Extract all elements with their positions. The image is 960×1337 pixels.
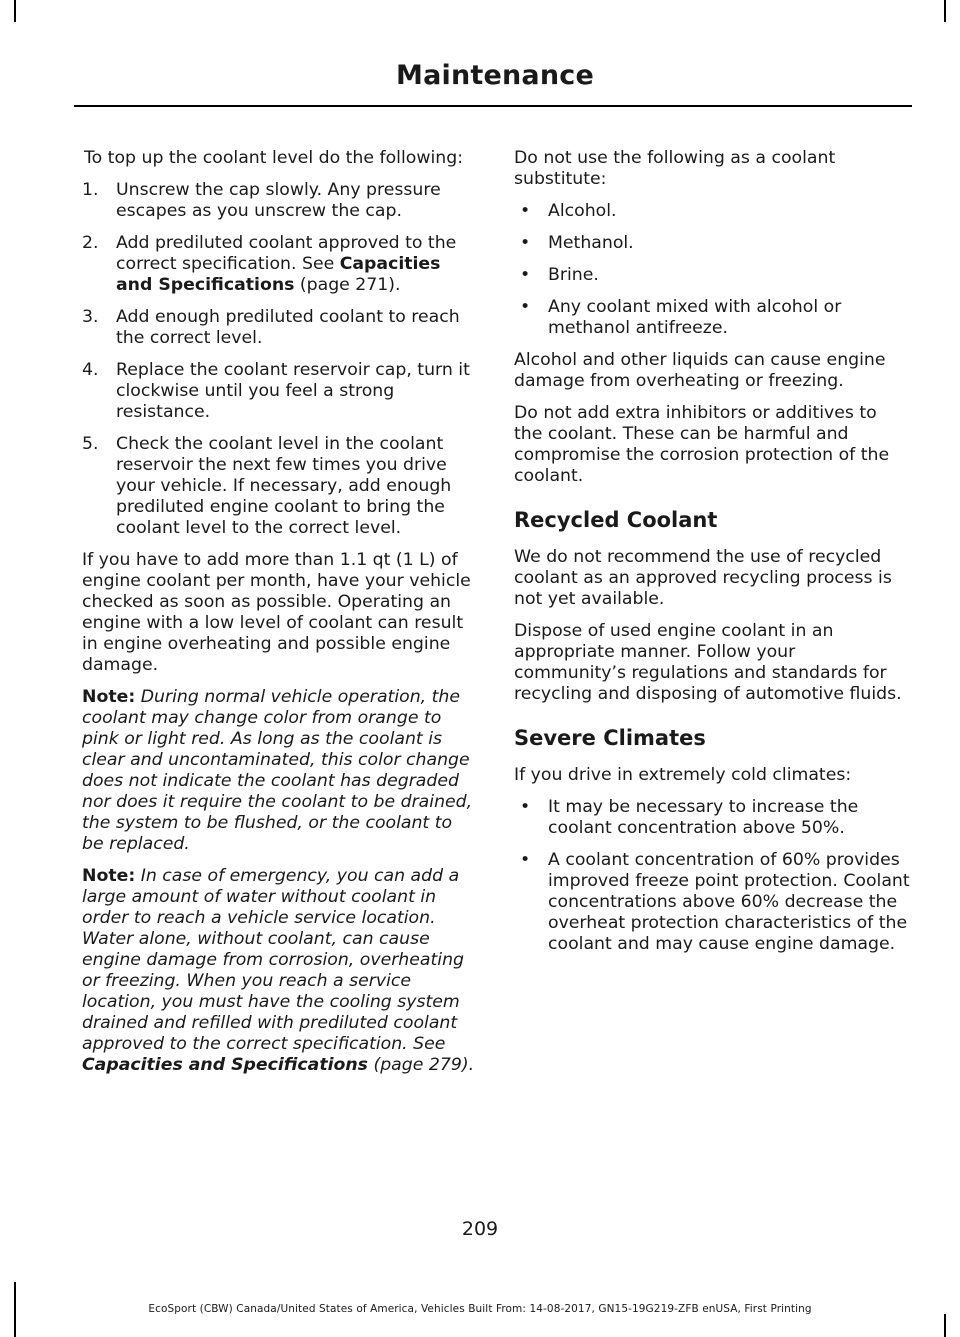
header-rule — [74, 105, 912, 107]
bullet-icon: • — [520, 201, 531, 221]
list-item — [514, 233, 910, 254]
topup-intro: To top up the coolant level do the following: — [84, 148, 464, 168]
step-text: Add enough prediluted coolant to reach the correct level. — [116, 307, 460, 348]
page-ref: (page 271). — [294, 275, 401, 295]
list-item-text: Methanol. — [548, 233, 634, 253]
note-text: In case of emergency, you can add a large amount of water without coolant in order to reach a vehicle service location. Water alone, without coolant, can cause engine damage from corrosion, overheating or freezing. When you reach a service location, you must have the cooling system drained and refilled with prediluted coolant approved to the correct specification. See — [82, 866, 464, 1054]
severe-climates-heading: Severe Climates — [514, 726, 706, 750]
recycled-paragraph: We do not recommend the use of recycled coolant as an approved recycling process is not yet available. — [514, 547, 892, 609]
list-item — [514, 850, 910, 955]
alcohol-damage-paragraph: Alcohol and other liquids can cause engine damage from overheating or freezing. — [514, 350, 886, 391]
step-number: 2. — [82, 233, 99, 253]
list-item — [82, 233, 478, 296]
step-text: Unscrew the cap slowly. Any pressure escapes as you unscrew the cap. — [116, 180, 441, 221]
left-column — [82, 148, 478, 1087]
bullet-icon: • — [520, 797, 531, 817]
coolant-consumption-paragraph: If you have to add more than 1.1 qt (1 L) of engine coolant per month, have your vehicle checked as soon as possible. Operating an engine with a low level of coolant can result in engine overheating and possible engine damage. — [82, 550, 471, 675]
recycled-coolant-heading: Recycled Coolant — [514, 508, 718, 532]
list-item-text: It may be necessary to increase the coolant concentration above 50%. — [548, 797, 859, 838]
list-item — [82, 360, 478, 423]
list-item — [514, 201, 910, 222]
list-item — [514, 797, 910, 839]
crop-mark-top-left — [14, 0, 16, 22]
list-item — [82, 307, 478, 349]
note-label: Note: — [82, 866, 136, 886]
list-item — [82, 434, 478, 539]
note-color-change — [82, 687, 478, 855]
note-emergency-water — [82, 866, 478, 1076]
severe-list — [514, 797, 910, 955]
bullet-icon: • — [520, 297, 531, 317]
list-item — [514, 265, 910, 286]
right-column — [514, 148, 910, 966]
page-title: Maintenance — [396, 60, 594, 91]
page-number: 209 — [461, 1218, 499, 1240]
note-label: Note: — [82, 687, 136, 707]
page-ref: (page 279). — [367, 1055, 475, 1075]
step-number: 3. — [82, 307, 99, 327]
note-text: During normal vehicle operation, the coolant may change color from orange to pink or light red. As long as the coolant is clear and uncontaminated, this color change does not indicate the coolant has degraded nor does it require the coolant to be drained, the system to be flushed, or the coolant to be replaced. — [82, 687, 473, 854]
substitute-intro: Do not use the following as a coolant substitute: — [514, 148, 836, 189]
crop-mark-bottom-right — [944, 1314, 946, 1337]
list-item-text: Brine. — [548, 265, 599, 285]
capacities-link[interactable]: Capacities and Specifications — [82, 1055, 368, 1075]
step-number: 1. — [82, 180, 99, 200]
list-item — [514, 297, 910, 339]
footer-text: EcoSport (CBW) Canada/United States of America, Vehicles Built From: 14-08-2017, GN15-19G219-ZFB enUSA, First Printing — [148, 1303, 812, 1315]
list-item-text: Any coolant mixed with alcohol or methanol antifreeze. — [548, 297, 842, 338]
topup-steps — [82, 180, 478, 539]
bullet-icon: • — [520, 850, 531, 870]
list-item-text: Alcohol. — [548, 201, 617, 221]
step-text: Check the coolant level in the coolant reservoir the next few times you drive your vehicle. If necessary, add enough prediluted engine coolant to bring the coolant level to the correct level. — [116, 434, 452, 538]
step-text: Replace the coolant reservoir cap, turn it clockwise until you feel a strong resistance. — [116, 360, 470, 422]
capacities-link[interactable]: Capacities and Specifications — [116, 254, 441, 295]
severe-intro: If you drive in extremely cold climates: — [514, 765, 852, 785]
bullet-icon: • — [520, 265, 531, 285]
substitute-list — [514, 201, 910, 339]
bullet-icon: • — [520, 233, 531, 253]
inhibitors-paragraph: Do not add extra inhibitors or additives to the coolant. These can be harmful and compromise the corrosion protection of the coolant. — [514, 403, 890, 486]
step-number: 5. — [82, 434, 99, 454]
dispose-paragraph: Dispose of used engine coolant in an appropriate manner. Follow your community’s regulations and standards for recycling and disposing of automotive fluids. — [514, 621, 902, 704]
list-item-text: A coolant concentration of 60% provides improved freeze point protection. Coolant concentrations above 60% decrease the overheat protection characteristics of the coolant and may cause engine damage. — [548, 850, 910, 954]
list-item — [82, 180, 478, 222]
step-text: Add prediluted coolant approved to the correct specification. See — [116, 233, 457, 274]
crop-mark-top-right — [944, 0, 946, 22]
step-number: 4. — [82, 360, 99, 380]
